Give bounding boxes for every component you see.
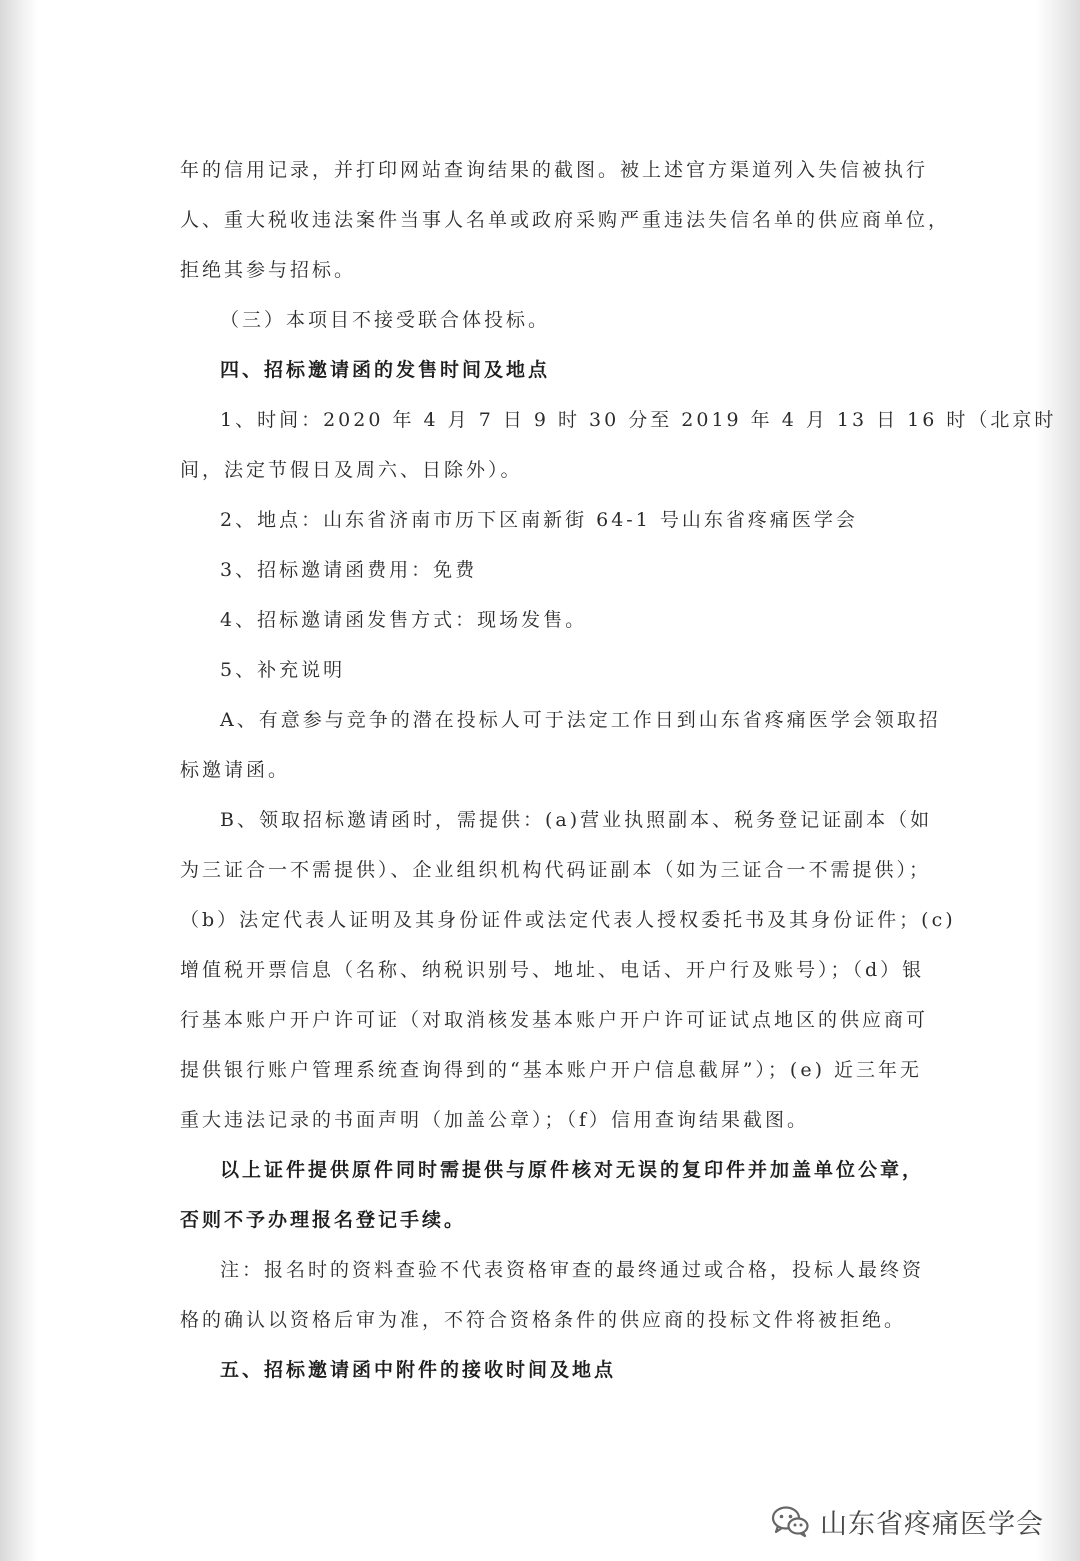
section-heading-5: 五、招标邀请函中附件的接收时间及地点 <box>220 1359 617 1381</box>
item-b-cont-3: 增值税开票信息（名称、纳税识别号、地址、电话、开户行及账号）；（d）银 <box>180 959 925 981</box>
note-line-2: 格的确认以资格后审为准，不符合资格条件的供应商的投标文件将被拒绝。 <box>180 1309 907 1331</box>
item-supplement: 5、补充说明 <box>220 659 346 681</box>
item-a: A、有意参与竞争的潜在投标人可于法定工作日到山东省疼痛医学会领取招 <box>220 709 941 731</box>
item-b-cont-6: 重大违法记录的书面声明（加盖公章）；（f）信用查询结果截图。 <box>180 1109 810 1131</box>
item-time-cont: 间，法定节假日及周六、日除外）。 <box>180 459 523 481</box>
item-no-consortium: （三）本项目不接受联合体投标。 <box>220 309 551 331</box>
item-b-cont-5: 提供银行账户管理系统查询得到的“基本账户开户信息截屏”）；(e) 近三年无 <box>180 1059 923 1081</box>
text-line-3: 拒绝其参与招标。 <box>180 259 357 281</box>
item-b-cont-2: （b）法定代表人证明及其身份证件或法定代表人授权委托书及其身份证件；(c) <box>180 909 956 931</box>
wechat-watermark <box>770 1501 1044 1541</box>
item-fee: 3、招标邀请函费用：免费 <box>220 559 478 581</box>
text-line-1: 年的信用记录，并打印网站查询结果的截图。被上述官方渠道列入失信被执行 <box>180 159 929 181</box>
item-location: 2、地点：山东省济南市历下区南新街 64-1 号山东省疼痛医学会 <box>220 509 858 531</box>
text-line-2: 人、重大税收违法案件当事人名单或政府采购严重违法失信名单的供应商单位， <box>180 209 951 231</box>
item-b-cont-4: 行基本账户开户许可证（对取消核发基本账户开户许可证试点地区的供应商可 <box>180 1009 929 1031</box>
section-heading-4: 四、招标邀请函的发售时间及地点 <box>220 359 551 381</box>
item-time: 1、时间：2020 年 4 月 7 日 9 时 30 分至 2019 年 4 月 13 日 16 时（北京时 <box>220 409 1057 431</box>
notice-bold-1: 以上证件提供原件同时需提供与原件核对无误的复印件并加盖单位公章， <box>220 1159 925 1181</box>
item-a-cont: 标邀请函。 <box>180 759 291 781</box>
wechat-icon <box>770 1504 810 1538</box>
watermark-text: 山东省疼痛医学会 <box>820 1508 1044 1540</box>
note-line-1: 注：报名时的资料查验不代表资格审查的最终通过或合格，投标人最终资 <box>220 1259 925 1281</box>
item-b: B、领取招标邀请函时，需提供：(a)营业执照副本、税务登记证副本（如 <box>220 809 933 831</box>
notice-bold-2: 否则不予办理报名登记手续。 <box>180 1209 467 1231</box>
item-b-cont-1: 为三证合一不需提供）、企业组织机构代码证副本（如为三证合一不需提供）； <box>180 859 932 881</box>
item-sale-method: 4、招标邀请函发售方式：现场发售。 <box>220 609 588 631</box>
